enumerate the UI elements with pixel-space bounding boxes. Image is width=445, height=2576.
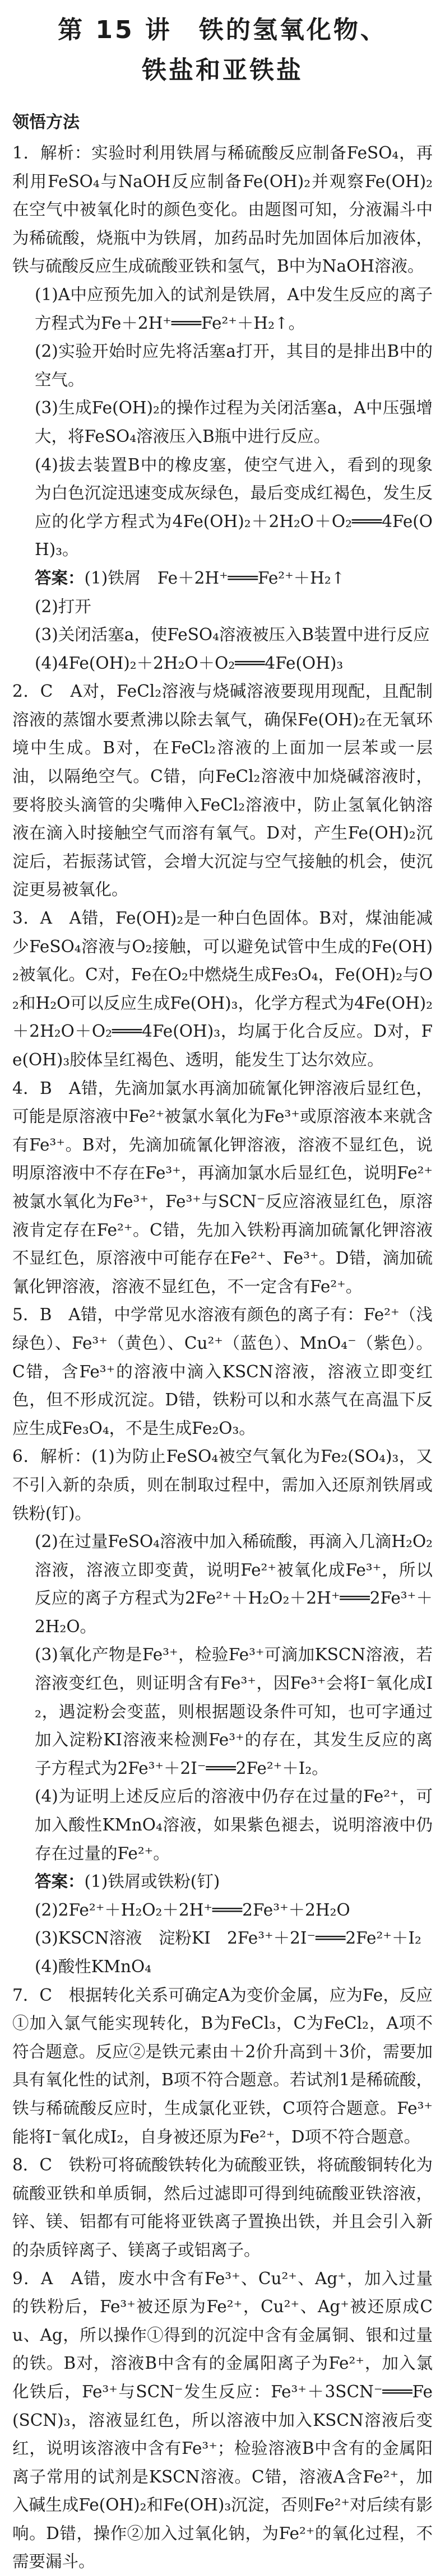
title-line-1: 第 15 讲 铁的氢氧化物、 [58,16,387,44]
answer-label: 答案： [35,1872,85,1892]
question-2: 2．C A对，FeCl₂溶液与烧碱溶液要现用现配，且配制溶液的蒸馏水要煮沸以除去氧气，确保Fe(OH)₂在无氧环境中生成。B对，在FeCl₂溶液的上面加一层苯或一层油，以隔绝空气。C错，向FeCl₂溶液中加烧碱溶液时，要将胶头滴管的尖嘴伸入FeCl₂溶液中，防止氢氧化钠溶液在滴入时接触空气而溶有氧气。D对，产生Fe(OH)₂沉淀后，若振荡试管，会增大沉淀与空气接触的机会，使沉淀更易被氧化。 [12,682,433,900]
title-line-2: 铁盐和亚铁盐 [142,56,303,85]
q6-answer-4: (4)酸性KMnO₄ [35,1957,152,1976]
question-6 [12,1442,433,1981]
question-7: 7．C 根据转化关系可确定A为变价金属，应为Fe，反应①加入氯气能实现转化，B为FeCl₃，C为FeCl₂，A项不符合题意。反应②是铁元素由＋2价升高到＋3价，需要加具有氧化性的试剂，B项不符合题意。若试剂1是稀硫酸，铁与稀硫酸反应时，生成氯化亚铁，C项符合题意。Fe³⁺能将I⁻氧化成I₂，自身被还原为Fe²⁺，D项不符合题意。 [12,1985,433,2146]
q6-answer-2: (2)2Fe²⁺＋H₂O₂＋2H⁺═══2Fe³⁺＋2H₂O [35,1900,350,1920]
q6-answer-1: (1)铁屑或铁粉(钉) [84,1872,220,1892]
page-title [12,10,433,91]
q1-part-3: (3)生成Fe(OH)₂的操作过程为关闭活塞a，A中压强增大，将FeSO₄溶液压入B瓶中进行反应。 [35,398,433,446]
q6-part-4: (4)为证明上述反应后的溶液中仍存在过量的Fe²⁺，可加入酸性KMnO₄溶液，如果紫色褪去，说明溶液中仍存在过量的Fe²⁺。 [35,1787,433,1863]
section-heading: 领悟方法 [12,113,80,132]
q1-answer-1: (1)铁屑 Fe＋2H⁺═══Fe²⁺＋H₂↑ [84,568,345,588]
q1-part-1: (1)A中应预先加入的试剂是铁屑，A中发生反应的离子方程式为Fe＋2H⁺═══Fe²⁺＋H₂↑。 [35,285,433,333]
q6-answer [12,1867,433,1896]
q1-answer-4: (4)4Fe(OH)₂＋2H₂O＋O₂═══4Fe(OH)₃ [35,653,344,673]
answer-label: 答案： [35,568,85,588]
q6-part-2: (2)在过量FeSO₄溶液中加入稀硫酸，再滴入几滴H₂O₂溶液，溶液立即变黄，说明Fe²⁺被氧化成Fe³⁺，所以反应的离子方程式为2Fe²⁺＋H₂O₂＋2H⁺═══2Fe³⁺＋2H₂O。 [35,1532,433,1636]
q6-part-3: (3)氧化产物是Fe³⁺，检验Fe³⁺可滴加KSCN溶液，若溶液变红色，则证明含有Fe³⁺，因Fe³⁺会将I⁻氧化成I₂，遇淀粉会变蓝，则根据题设条件可知，也可字通过加入淀粉KI溶液来检测Fe³⁺的存在，其发生反应的离子方程式为2Fe³⁺＋2I⁻═══2Fe²⁺＋I₂。 [35,1645,433,1778]
q1-answer-3: (3)关闭活塞a，使FeSO₄溶液被压入B装置中进行反应 [35,625,430,645]
question-1 [12,139,433,677]
q1-part-4: (4)拔去装置B中的橡皮塞，使空气进入，看到的现象为白色沉淀迅速变成灰绿色，最后变成红褐色，发生反应的化学方程式为4Fe(OH)₂＋2H₂O＋O₂═══4Fe(OH)₃。 [35,455,433,560]
question-8: 8．C 铁粉可将硫酸铁转化为硫酸亚铁，将硫酸铜转化为硫酸亚铁和单质铜，然后过滤即可得到纯硫酸亚铁溶液，锌、镁、铝都有可能将亚铁离子置换出铁，并且会引入新的杂质锌离子、镁离子或铝离子。 [12,2155,433,2260]
question-5: 5．B A错，中学常见水溶液有颜色的离子有：Fe²⁺（浅绿色）、Fe³⁺（黄色）、Cu²⁺（蓝色）、MnO₄⁻（紫色）。C错，含Fe³⁺的溶液中滴入KSCN溶液，溶液立即变红色，但不形成沉淀。D错，铁粉可以和水蒸气在高温下反应生成Fe₃O₄，不是生成Fe₂O₃。 [12,1305,433,1438]
q1-analysis: 1．解析：实验时利用铁屑与稀硫酸反应制备FeSO₄，再利用FeSO₄与NaOH反应制备Fe(OH)₂并观察Fe(OH)₂在空气中被氧化时的颜色变化。由题图可知，分液漏斗中为稀硫酸，烧瓶中为铁屑，加药品时先加固体后加液体，铁与硫酸反应生成硫酸亚铁和氢气，B中为NaOH溶液。 [12,143,433,276]
q6-analysis: 6．解析：(1)为防止FeSO₄被空气氧化为Fe₂(SO₄)₃，又不引入新的杂质，则在制取过程中，需加入还原剂铁屑或铁粉(钉)。 [12,1447,433,1523]
question-4: 4．B A错，先滴加氯水再滴加硫氰化钾溶液后显红色，可能是原溶液中Fe²⁺被氯水氧化为Fe³⁺或原溶液本来就含有Fe³⁺。B对，先滴加硫氰化钾溶液，溶液不显红色，说明原溶液中不存在Fe³⁺，再滴加氯水后显红色，说明Fe²⁺被氯水氧化为Fe³⁺，Fe³⁺与SCN⁻反应溶液显红色，原溶液肯定存在Fe²⁺。C错，先加入铁粉再滴加硫氰化钾溶液不显红色，原溶液中可能存在Fe²⁺、Fe³⁺。D错，滴加硫氰化钾溶液，溶液不显红色，不一定含有Fe²⁺。 [12,1078,433,1296]
q1-answer [12,564,433,593]
question-9: 9．A A错，废水中含有Fe³⁺、Cu²⁺、Ag⁺，加入过量的铁粉后，Fe³⁺被还原为Fe²⁺，Cu²⁺、Ag⁺被还原成Cu、Ag，所以操作①得到的沉淀中含有金属铜、银和过量的铁。B对，溶液B中含有的金属阳离子为Fe²⁺，加入氯化铁后，Fe³⁺与SCN⁻发生反应：Fe³⁺＋3SCN⁻═══Fe(SCN)₃，溶液显红色，所以溶液中加入KSCN溶液后变红，说明该溶液中含有Fe³⁺；检验溶液B中含有的金属阳离子常用的试剂是KSCN溶液。C错，溶液A含Fe²⁺，加入碱生成Fe(OH)₂和Fe(OH)₃沉淀，否则Fe²⁺对后续有影响。D错，操作②加入过氧化钠，为Fe²⁺的氧化过程，不需要漏斗。 [12,2268,433,2572]
question-3: 3．A A错，Fe(OH)₂是一种白色固体。B对，煤油能减少FeSO₄溶液与O₂接触，可以避免试管中生成的Fe(OH)₂被氧化。C对，Fe在O₂中燃烧生成Fe₃O₄，Fe(OH)₂与O₂和H₂O可以反应生成Fe(OH)₃，化学方程式为4Fe(OH)₂＋2H₂O＋O₂═══4Fe(OH)₃，均属于化合反应。D对，Fe(OH)₃胶体呈红褐色、透明，能发生丁达尔效应。 [12,909,433,1069]
q1-answer-2: (2)打开 [35,597,91,616]
q1-part-2: (2)实验开始时应先将活塞a打开，其目的是排出B中的空气。 [35,342,433,389]
q6-answer-3: (3)KSCN溶液 淀粉KI 2Fe³⁺＋2I⁻═══2Fe²⁺＋I₂ [35,1928,421,1948]
